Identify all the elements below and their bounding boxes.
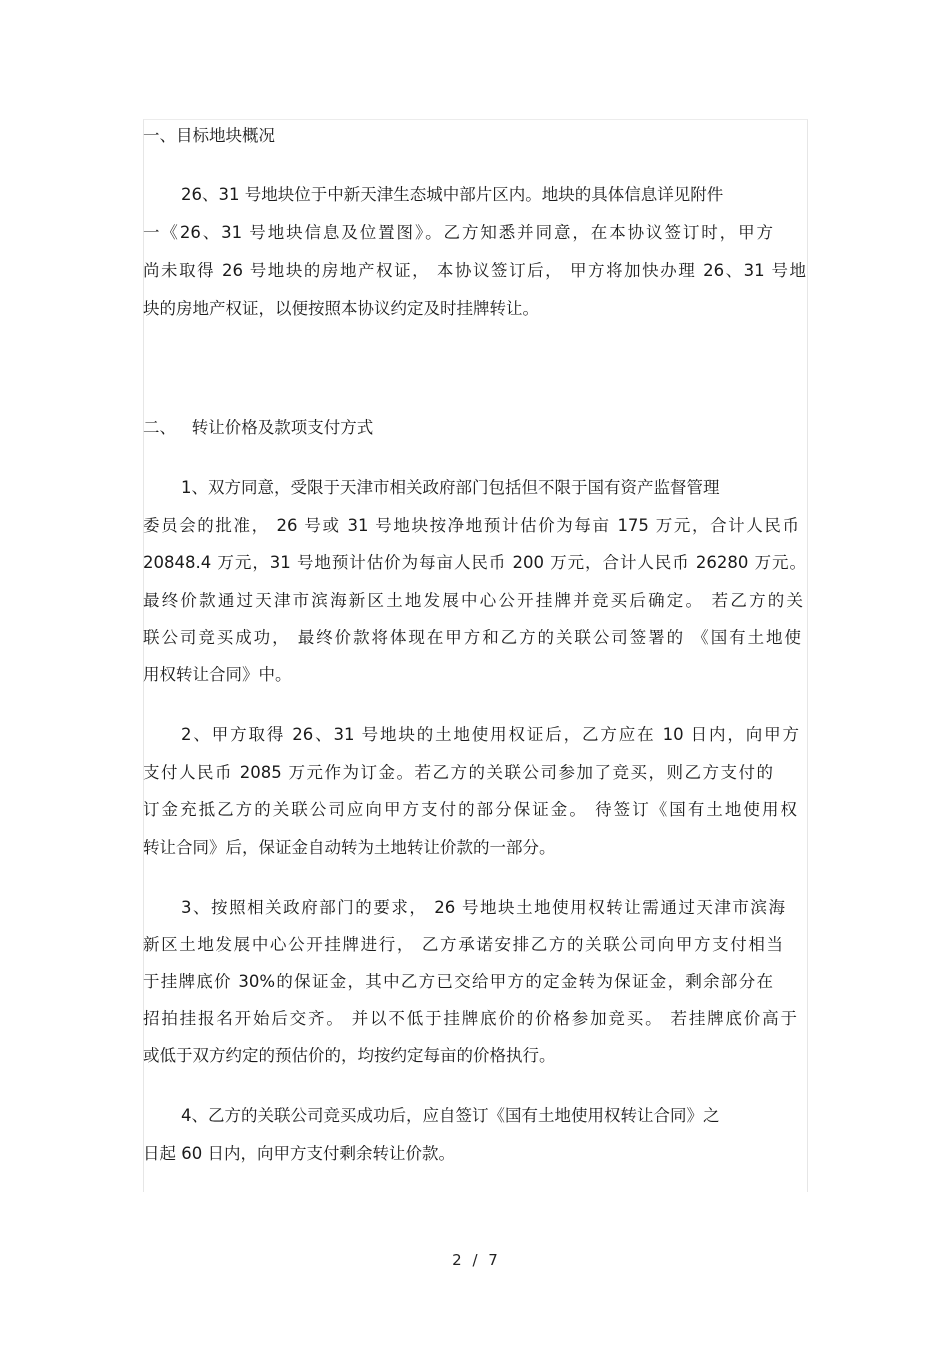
paragraph-line: 4、乙方的关联公司竞买成功后，应自签订《国有土地使用权转让合同》之 xyxy=(181,1106,720,1125)
paragraph-line: 26、31 号地块位于中新天津生态城中部片区内。地块的具体信息详见附件 xyxy=(181,185,724,204)
paragraph-line: 2、甲方取得 26、31 号地块的土地使用权证后，乙方应在 10 日内，向甲方 xyxy=(181,725,799,744)
paragraph-line: 日起 60 日内，向甲方支付剩余转让价款。 xyxy=(143,1144,455,1163)
paragraph-line: 于挂牌底价 30%的保证金，其中乙方已交给甲方的定金转为保证金，剩余部分在 xyxy=(143,972,773,991)
paragraph-line: 最终价款通过天津市滨海新区土地发展中心公开挂牌并竞买后确定。 若乙方的关 xyxy=(143,591,803,610)
paragraph-line: 转让合同》后，保证金自动转为土地转让价款的一部分。 xyxy=(143,838,556,857)
paragraph-line: 用权转让合同》中。 xyxy=(143,665,292,684)
paragraph-line: 新区土地发展中心公开挂牌进行， 乙方承诺安排乙方的关联公司向甲方支付相当 xyxy=(143,935,783,954)
paragraph-line: 或低于双方约定的预估价的，均按约定每亩的价格执行。 xyxy=(143,1046,556,1065)
paragraph-line: 委员会的批准， 26 号或 31 号地块按净地预计估价为每亩 175 万元，合计人民币 xyxy=(143,516,799,535)
paragraph-line: 1、双方同意，受限于天津市相关政府部门包括但不限于国有资产监督管理 xyxy=(181,478,720,497)
section-heading-2: 二、 转让价格及款项支付方式 xyxy=(143,418,374,437)
section-heading-1: 一、目标地块概况 xyxy=(143,126,275,145)
page-number: 2 / 7 xyxy=(452,1251,498,1269)
paragraph-line: 一《26、31 号地块信息及位置图》。乙方知悉并同意，在本协议签订时，甲方 xyxy=(143,223,773,242)
paragraph-line: 支付人民币 2085 万元作为订金。若乙方的关联公司参加了竞买，则乙方支付的 xyxy=(143,763,773,782)
paragraph-line: 联公司竞买成功， 最终价款将体现在甲方和乙方的关联公司签署的 《国有土地使 xyxy=(143,628,801,647)
paragraph-line: 尚未取得 26 号地块的房地产权证， 本协议签订后， 甲方将加快办理 26、31 号地 xyxy=(143,261,806,280)
paragraph-line: 20848.4 万元，31 号地预计估价为每亩人民币 200 万元，合计人民币 26280 万元。 xyxy=(143,553,806,572)
paragraph-line: 3、按照相关政府部门的要求， 26 号地块土地使用权转让需通过天津市滨海 xyxy=(181,898,785,917)
paragraph-line: 招拍挂报名开始后交齐。 并以不低于挂牌底价的价格参加竞买。 若挂牌底价高于 xyxy=(143,1009,797,1028)
paragraph-line: 订金充抵乙方的关联公司应向甲方支付的部分保证金。 待签订《国有土地使用权 xyxy=(143,800,797,819)
paragraph-line: 块的房地产权证，以便按照本协议约定及时挂牌转让。 xyxy=(143,299,539,318)
